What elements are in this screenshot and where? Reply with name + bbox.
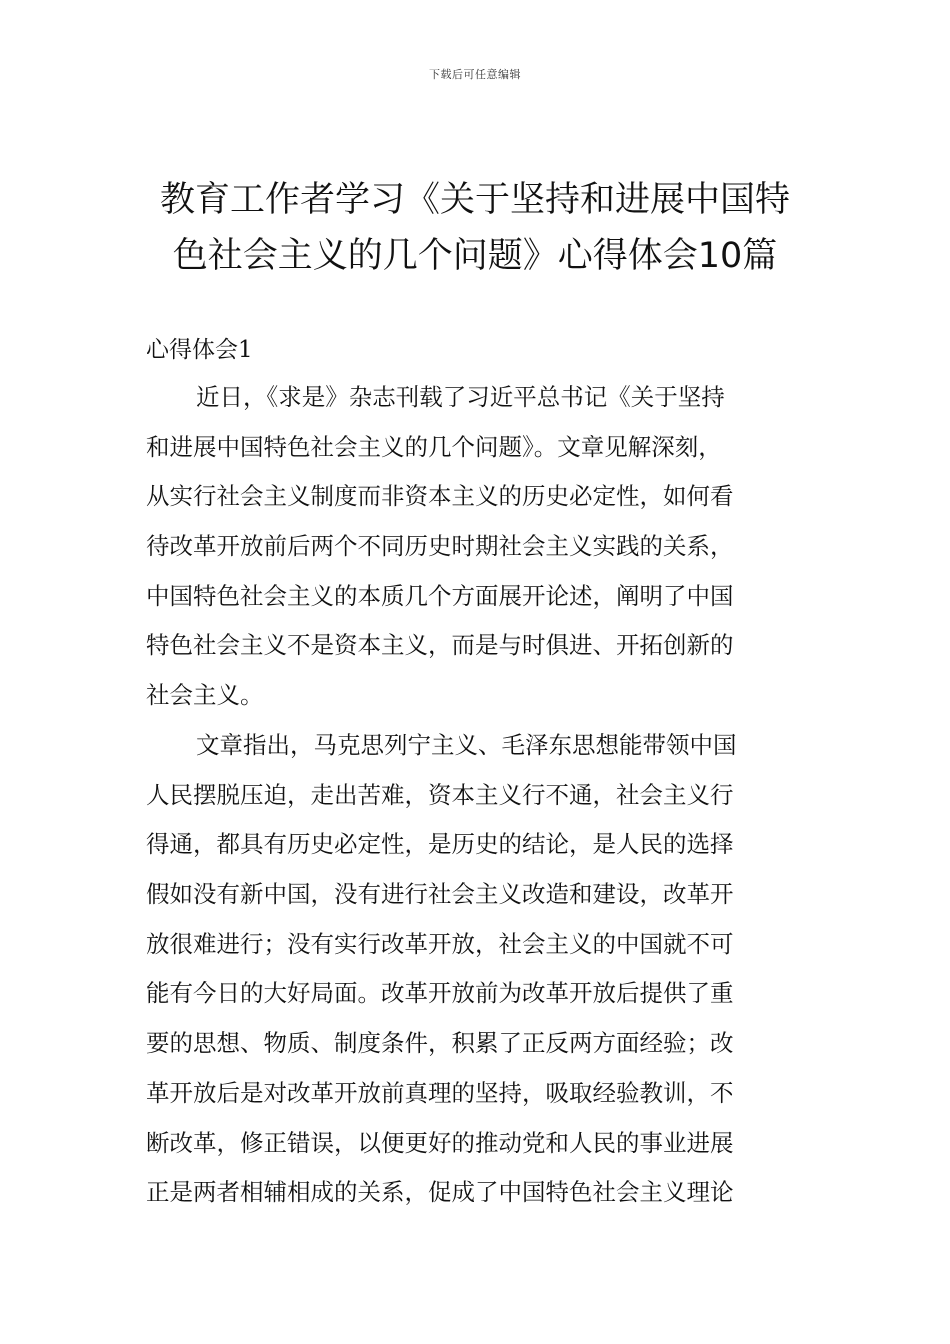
section-heading: 心得体会1 xyxy=(146,337,253,363)
paragraph-line: 正是两者相辅相成的关系，促成了中国特色社会主义理论 xyxy=(146,1178,734,1207)
paragraph-line: 放很难进行；没有实行改革开放，社会主义的中国就不可 xyxy=(146,929,734,958)
paragraph-line: 能有今日的大好局面。改革开放前为改革开放后提供了重 xyxy=(146,979,734,1008)
paragraph-line: 文章指出，马克思列宁主义、毛泽东思想能带领中国 xyxy=(196,731,737,759)
paragraph-line: 和进展中国特色社会主义的几个问题》。文章见解深刻， xyxy=(146,432,722,461)
paragraph-2 xyxy=(146,721,806,1218)
document-title xyxy=(110,172,840,284)
paragraph-line: 得通，都具有历史必定性，是历史的结论，是人民的选择 xyxy=(146,830,734,859)
paragraph-line: 社会主义。 xyxy=(146,681,264,710)
header-note: 下载后可任意编辑 xyxy=(429,68,521,81)
paragraph-line: 革开放后是对改革开放前真理的坚持，吸取经验教训，不 xyxy=(146,1078,734,1107)
paragraph-line: 假如没有新中国，没有进行社会主义改造和建设，改革开 xyxy=(146,880,734,909)
paragraph-line: 要的思想、物质、制度条件，积累了正反两方面经验；改 xyxy=(146,1029,734,1058)
paragraph-line: 断改革，修正错误，以便更好的推动党和人民的事业进展 xyxy=(146,1128,734,1157)
title-line-2: 色社会主义的几个问题》心得体会10篇 xyxy=(172,236,778,276)
paragraph-line: 特色社会主义不是资本主义，而是与时俱进、开拓创新的 xyxy=(146,631,734,660)
paragraph-line: 近日，《求是》杂志刊载了习近平总书记《关于坚持 xyxy=(196,383,725,411)
paragraph-1 xyxy=(146,373,806,721)
paragraph-line: 人民摆脱压迫，走出苦难，资本主义行不通，社会主义行 xyxy=(146,780,734,809)
paragraph-line: 从实行社会主义制度而非资本主义的历史必定性，如何看 xyxy=(146,482,734,511)
paragraph-line: 待改革开放前后两个不同历史时期社会主义实践的关系， xyxy=(146,532,734,561)
title-line-1: 教育工作者学习《关于坚持和进展中国特 xyxy=(159,180,790,220)
paragraph-line: 中国特色社会主义的本质几个方面展开论述，阐明了中国 xyxy=(146,581,734,610)
